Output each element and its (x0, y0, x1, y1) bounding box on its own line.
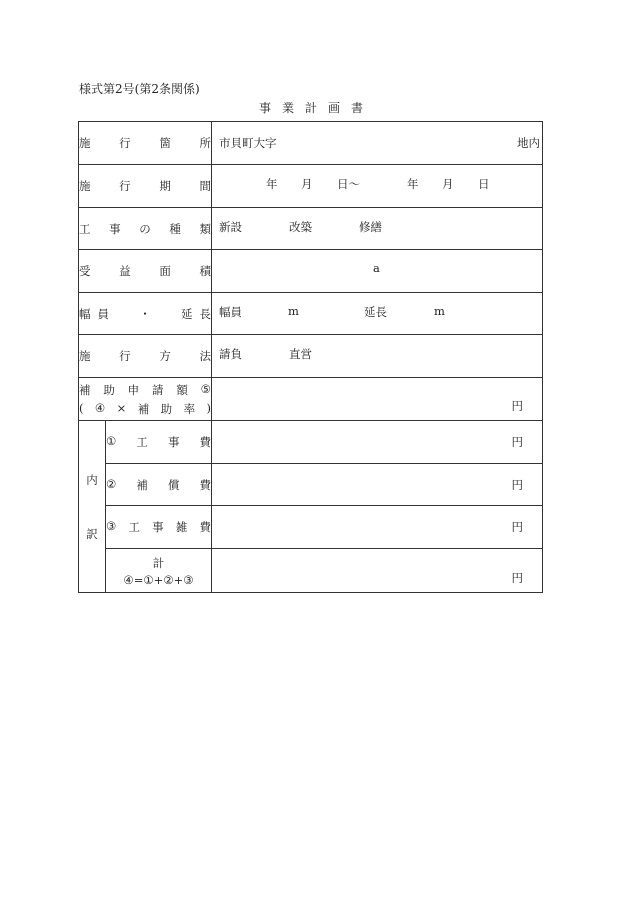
document-title: 事業計画書 (259, 101, 375, 115)
area-label-cell (79, 250, 212, 293)
area-unit: a (373, 261, 380, 275)
location-prefix: 市貝町大字 (219, 136, 277, 150)
period-day-start: 日〜 (337, 177, 360, 191)
width-length-label-a: 幅 員 (79, 306, 109, 321)
breakdown-total-line2: ④=①+②+③ (123, 572, 194, 587)
breakdown-item-unit: 円 (511, 477, 523, 492)
location-label-cell (79, 122, 212, 165)
subsidy-label-cell (79, 378, 212, 421)
period-year-start: 年 (266, 177, 278, 191)
breakdown-item-label: ③ 工 事 雑 費 (106, 519, 211, 534)
method-label: 施 行 方 法 (79, 349, 211, 363)
width-length-label-dot: ・ (139, 306, 151, 321)
breakdown-item-value-cell[interactable] (212, 506, 543, 549)
breakdown-item-unit: 円 (511, 435, 523, 449)
breakdown-item-label: ② 補 償 費 (106, 476, 211, 492)
breakdown-total-unit: 円 (511, 571, 523, 585)
row-width-length (79, 293, 543, 335)
subsidy-value-cell[interactable] (212, 378, 543, 421)
row-method (79, 335, 543, 378)
location-label: 施 行 箇 所 (79, 136, 211, 150)
row-work-type (79, 208, 543, 250)
plan-table (78, 121, 543, 593)
work-type-value-cell[interactable] (212, 208, 543, 250)
breakdown-total-line1: 計 (152, 555, 165, 570)
row-period (79, 165, 543, 208)
location-suffix: 地内 (517, 136, 540, 150)
breakdown-total-label-cell (106, 549, 212, 593)
row-subsidy (79, 378, 543, 421)
breakdown-row (79, 421, 543, 464)
width-length-label-cell (79, 293, 212, 335)
length-unit: m (434, 303, 445, 318)
length-label: 延長 (364, 304, 387, 319)
breakdown-total-row (79, 549, 543, 593)
breakdown-label-2: 訳 (86, 526, 98, 541)
breakdown-item-value-cell[interactable] (212, 464, 543, 506)
method-contract[interactable]: 請負 (219, 347, 242, 361)
breakdown-item-label: ① 工 事 費 (106, 434, 211, 449)
breakdown-label-1: 内 (86, 472, 98, 487)
period-month-start: 月 (301, 177, 313, 191)
period-month-end: 月 (442, 177, 454, 191)
row-area (79, 250, 543, 293)
breakdown-item-label-cell (106, 421, 212, 464)
period-value-cell[interactable] (212, 165, 543, 208)
breakdown-row (79, 464, 543, 506)
location-value-cell[interactable] (212, 122, 543, 165)
method-direct[interactable]: 直営 (289, 347, 312, 361)
breakdown-item-value-cell[interactable] (212, 421, 543, 464)
work-type-new[interactable]: 新設 (219, 219, 242, 234)
width-unit: m (288, 303, 299, 318)
work-type-label-cell (79, 208, 212, 250)
period-label-cell (79, 165, 212, 208)
breakdown-total-value-cell[interactable] (212, 549, 543, 593)
width-length-value-cell[interactable] (212, 293, 543, 335)
work-type-repair[interactable]: 修繕 (359, 219, 382, 234)
period-day-end: 日 (478, 177, 490, 191)
width-label: 幅員 (219, 304, 242, 319)
breakdown-item-label-cell (106, 464, 212, 506)
area-label: 受 益 面 積 (79, 264, 211, 278)
period-label: 施 行 期 間 (79, 179, 211, 193)
form-number: 様式第2号(第2条関係) (79, 82, 200, 96)
period-year-end: 年 (407, 177, 419, 191)
subsidy-label-line1: 補 助 申 請 額 ⑤ (79, 381, 211, 397)
breakdown-group-cell (79, 421, 106, 593)
subsidy-unit: 円 (511, 399, 523, 413)
work-type-rebuild[interactable]: 改築 (289, 219, 312, 234)
work-type-label: 工 事 の 種 類 (79, 221, 211, 236)
area-value-cell[interactable] (212, 250, 543, 293)
method-value-cell[interactable] (212, 335, 543, 378)
breakdown-item-unit: 円 (511, 520, 523, 534)
row-location (79, 122, 543, 165)
breakdown-row (79, 506, 543, 549)
width-length-label-b: 延 長 (181, 306, 211, 321)
subsidy-label-line2: ( ④ × 補 助 率 ) (79, 400, 211, 416)
breakdown-item-label-cell (106, 506, 212, 549)
method-label-cell (79, 335, 212, 378)
